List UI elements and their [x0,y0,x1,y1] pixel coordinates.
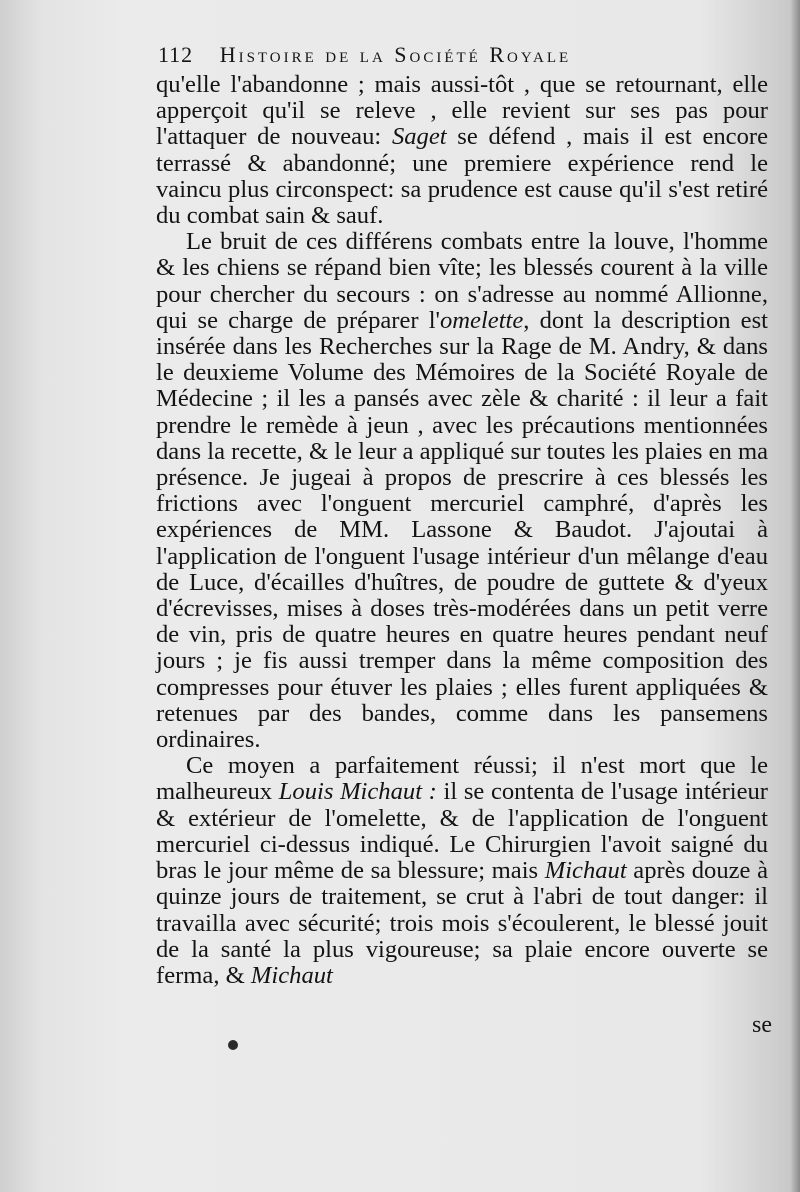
italic-run: Saget [391,123,447,151]
italic-run: Michaut [544,857,627,885]
paragraph [156,72,768,229]
text-run: , dont la description est insérée dans les Recherches sur la Rage de M. Andry, & dans le deuxieme Volume des Mémoires de la Société Royale de Médecine ; il les a pansés avec zèle & charité : il leur a fait prendre le remède à jeun , avec les précautions mentionnées dans la recette, & le leur a appliqué sur toutes les plaies en ma présence. Je jugeai à propos de prescrire à ces blessés les frictions avec l'onguent mercuriel camphré, d'après les expériences de MM. Lassone & Baudot. J'ajoutai à l'application de l'onguent l'usage intérieur d'un mêlange d'eau de Luce, d'écailles d'huîtres, de poudre de guttete & d'yeux d'écrevisses, mises à doses très-modérées dans un petit verre de vin, pris de quatre heures en quatre heures pendant neuf jours ; je fis aussi tremper dans la même composition des compresses pour étuver les plaies ; elles furent appliquées & retenues par des bandes, comme dans les pansemens ordinaires. [156,306,768,754]
text-run: Le bruit de ces différens combats entre la louve, l'homme & les chiens se répand bien vîte; les blessés courent à la ville pour chercher du secours : on s'adresse au nommé Allionne, qui se charge de préparer l' [156,228,768,334]
catchword: se [752,1012,772,1038]
running-title: Histoire de la Société Royale [219,42,572,67]
running-header [158,42,710,68]
page-number: 112 [158,42,194,67]
text-run: il se contenta de l'usage intérieur & extérieur de l'omelette, & de l'application de l'onguent mercuriel ci-dessus indiqué. Le Chirurgien l'avoit saigné du bras le jour même de sa blessure; mais [156,778,768,885]
text-run: qu'elle l'abandonne ; mais aussi-tôt , que se retournant, elle apperçoit qu'il se releve , elle revient sur ses pas pour l'attaquer de nouveau: [156,71,768,151]
italic-run: omelette [439,306,524,334]
text-run: se défend , mais il est encore terrassé & abandonné; une premiere expérience rend le vaincu plus circonspect: sa prudence est cause qu'il s'est retiré du combat sain & sauf. [156,123,768,230]
ink-speck [228,1040,238,1050]
text-run: Ce moyen a parfaitement réussi; il n'est mort que le malheureux [156,752,768,806]
text-run: après douze à quinze jours de traitement, se crut à l'abri de tout danger: il travailla avec sécurité; trois mois s'écoulerent, le blessé jouit de la santé la plus vigoureuse; sa plaie encore ouverte se ferma, & [156,857,768,989]
paragraph [156,753,768,989]
paragraph [156,229,768,753]
body-text [156,72,768,989]
italic-run: Michaut [250,961,333,989]
italic-run: Louis Michaut : [278,778,437,806]
